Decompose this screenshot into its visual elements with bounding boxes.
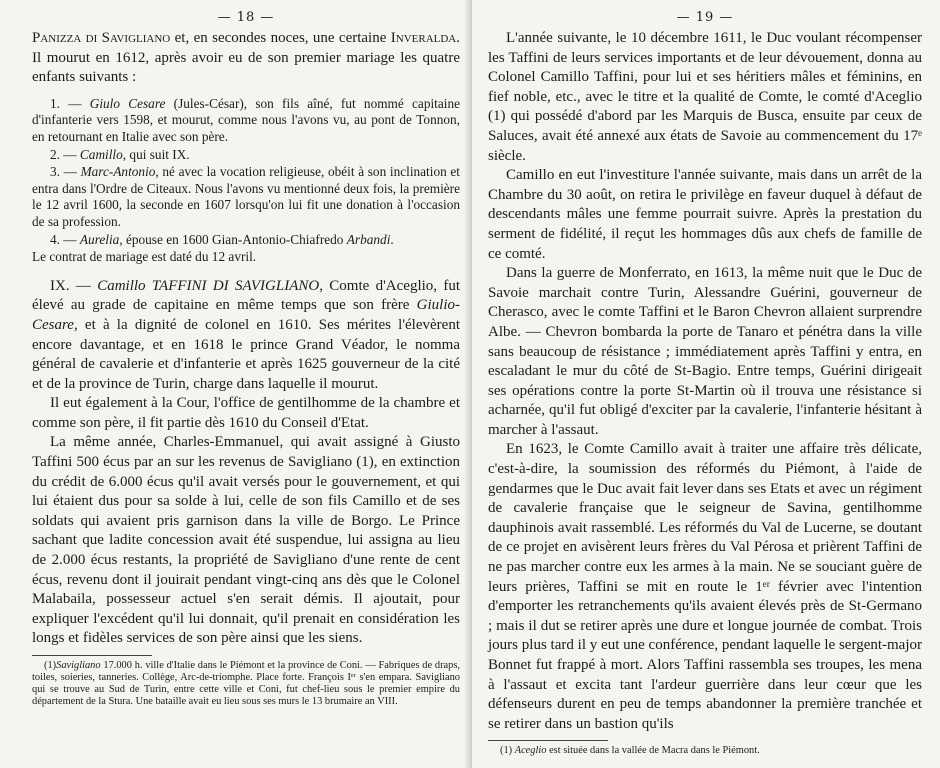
- footnote-rule: [32, 655, 152, 656]
- page-number: — 19 —: [676, 10, 734, 25]
- section-heading-paragraph: IX. — Camillo TAFFINI DI SAVIGLIANO, Comte d'Aceglio, fut élevé au grade de capitaine en même temps que son frère Giulio-Cesare, et à la dignité de colonel en 1610. Ses mérites l'élevèrent encore davantage, et en 1618 le prince Grand Véador, le nomma général de cavalerie et d'infanterie et après 1625 gouverneur de la cité et de la province de Turin, charge dans laquelle il mourut.: [32, 277, 460, 392]
- section-ix: [32, 277, 460, 649]
- footnote: (1)Savigliano 17.000 h. ville d'Italie dans le Piémont et la province de Coni. — Fabriques de draps, toiles, soieries, tanneries. Collège, Arc-de-triomphe. Place forte. François Iᵉʳ s'en empara. Savigliano qui se trouve au Sud de Turin, entre cette ville et Coni, fut chef-lieu sous le premier empire du département de la Stura. Une bataille avait eu lieu sous ses murs le 13 brumaire an VIII.: [32, 660, 460, 707]
- list-item: 3. — Marc-Antonio, né avec la vocation religieuse, obéit à son inclination et entra dans l'Ordre de Citeaux. Nous l'avons vu mentionné deux fois, la première le 12 avril 1600, la seconde en 1607 lorsqu'on lui fit une donation à l'occasion de sa profession.: [32, 164, 460, 229]
- paragraph: Camillo en eut l'investiture l'année suivante, mais dans un arrêt de la Chambre du 30 août, on retira le privilège en faveur duquel à défaut de descendants mâles une femme pourrait suivre. Après la prestation du serment de fidélité, il reçut les hommages dûs aux chefs de famille de ce comté.: [488, 167, 922, 262]
- right-page: [472, 0, 940, 768]
- paragraph: Il eut également à la Cour, l'office de gentilhomme de la chambre et comme son père, il fit partie dès 1610 du Conseil d'Etat.: [32, 395, 460, 431]
- list-item: 1. — Giulo Cesare (Jules-César), son fils aîné, fut nommé capitaine d'infanterie vers 1598, et mourut, comme nous l'avons vu, au pont de Tonnon, en retournant en Italie avec son père.: [32, 95, 461, 144]
- footnote: (1) Aceglio est située dans la vallée de Macra dans le Piémont.: [500, 745, 760, 757]
- list-item: 2. — Camillo, qui suit IX.: [50, 146, 190, 162]
- children-list: [32, 96, 460, 266]
- right-body: [488, 29, 922, 734]
- page-number: — 18 —: [217, 10, 275, 25]
- paragraph: La même année, Charles-Emmanuel, qui avait assigné à Giusto Taffini 500 écus par an sur les revenus de Savigliano (1), en extinction du crédit de 6.000 écus qu'il avait versés pour le gouvernement, et qui lui étaient dus pour sa solde à lui, celle de son fils Camillo et de ses soldats qui avaient pris garnison dans la ville de Borgo. Le Prince sachant que ladite concession avait été suspendue, lui assigna au lieu de 2.000 écus restants, la propriété de Savigliano d'une rente de cent écus, revenu dont il jouirait pendant vingt-cinq ans dès que le Colonel Malabaila, possesseur actuel s'en serait démis. Il ajoutait, pour expliquer l'excédent qu'il lui donnait, qu'il prenait en considération les longs et fidèles services de son père ainsi que les siens.: [32, 434, 460, 647]
- paragraph: L'année suivante, le 10 décembre 1611, le Duc voulant récompenser les Taffini de leurs services importants et de leur dévouement, donna au Colonel Camillo Taffini, pour lui et ses héritiers mâles et féminins, en fief noble, etc., avec le titre et la qualité de Comte, le comté d'Aceglio (1) qui possédé d'abord par les Marquis de Busca, ensuite par ceux de Saluces, avait été annexé aux états de Savoie au commencement du 17ᵉ siècle.: [488, 30, 922, 164]
- contract-line: Le contrat de mariage est daté du 12 avril.: [32, 249, 257, 265]
- paragraph: Dans la guerre de Monferrato, en 1613, la même nuit que le Duc de Savoie marchait contre Turin, Alessandre Guérini, gouverneur de Cherasco, avec le comte Taffini et le Baron Chevron allaient surprendre Albe. — Chevron bombarda la porte de Tanaro et pénétra dans la ville sans beaucoup de résistance ; immédiatement après Taffini y entra, en escaladant le mur du côté de St-Bagio. Entre temps, Guérini dirigeait ses opérations contre la porte St-Martin où il trouva une résistance si acharnée, qu'il fut obligé d'exciter par la cavalerie, l'infanterie hésitant à marcher à l'assaut.: [488, 265, 922, 438]
- intro-paragraph: Panizza di Savigliano et, en secondes noces, une certaine Inveralda. Il mourut en 1612, après avoir eu de son premier mariage les quatre enfants suivants :: [32, 30, 461, 86]
- footnote-rule: [488, 740, 608, 741]
- paragraph: En 1623, le Comte Camillo avait à traiter une affaire très délicate, c'est-à-dire, la soumission des réformés du Piémont, à l'aide de gendarmes que le Duc avait fait lever dans ses Etats et avec un régiment de cavalerie française que le seigneur de Savina, gentilhomme dauphinois avait rassemblé. Les réformés du Val de Lucerne, se doutant de ce projet en avisèrent leurs frères du Val Pérosa et prièrent Taffini de ne pas marcher contre eux les armes à la main. Ne se souciant guère de leurs prières, Taffini se mit en route le 1ᵉʳ février avec l'intention d'emporter les retranchements qu'ils avaient élevés près de St-Germano ; mais il dut se retirer après une dure et longue journée de combat. Trois jours plus tard il y eut une conférence, pendant laquelle le sergent-major Bonnet fut frappé à mort. Alors Taffini rassembla ses troupes, les mena à l'assaut et excita tant l'ardeur guerrière dans leur cœur que les défenseurs durent en peu de temps abandonner la première tranchée et se retirer dans un bastion qu'ils: [488, 441, 922, 732]
- left-body: [32, 29, 460, 88]
- list-item: 4. — Aurelia, épouse en 1600 Gian-Antonio-Chiafredo Arbandi.: [50, 231, 394, 247]
